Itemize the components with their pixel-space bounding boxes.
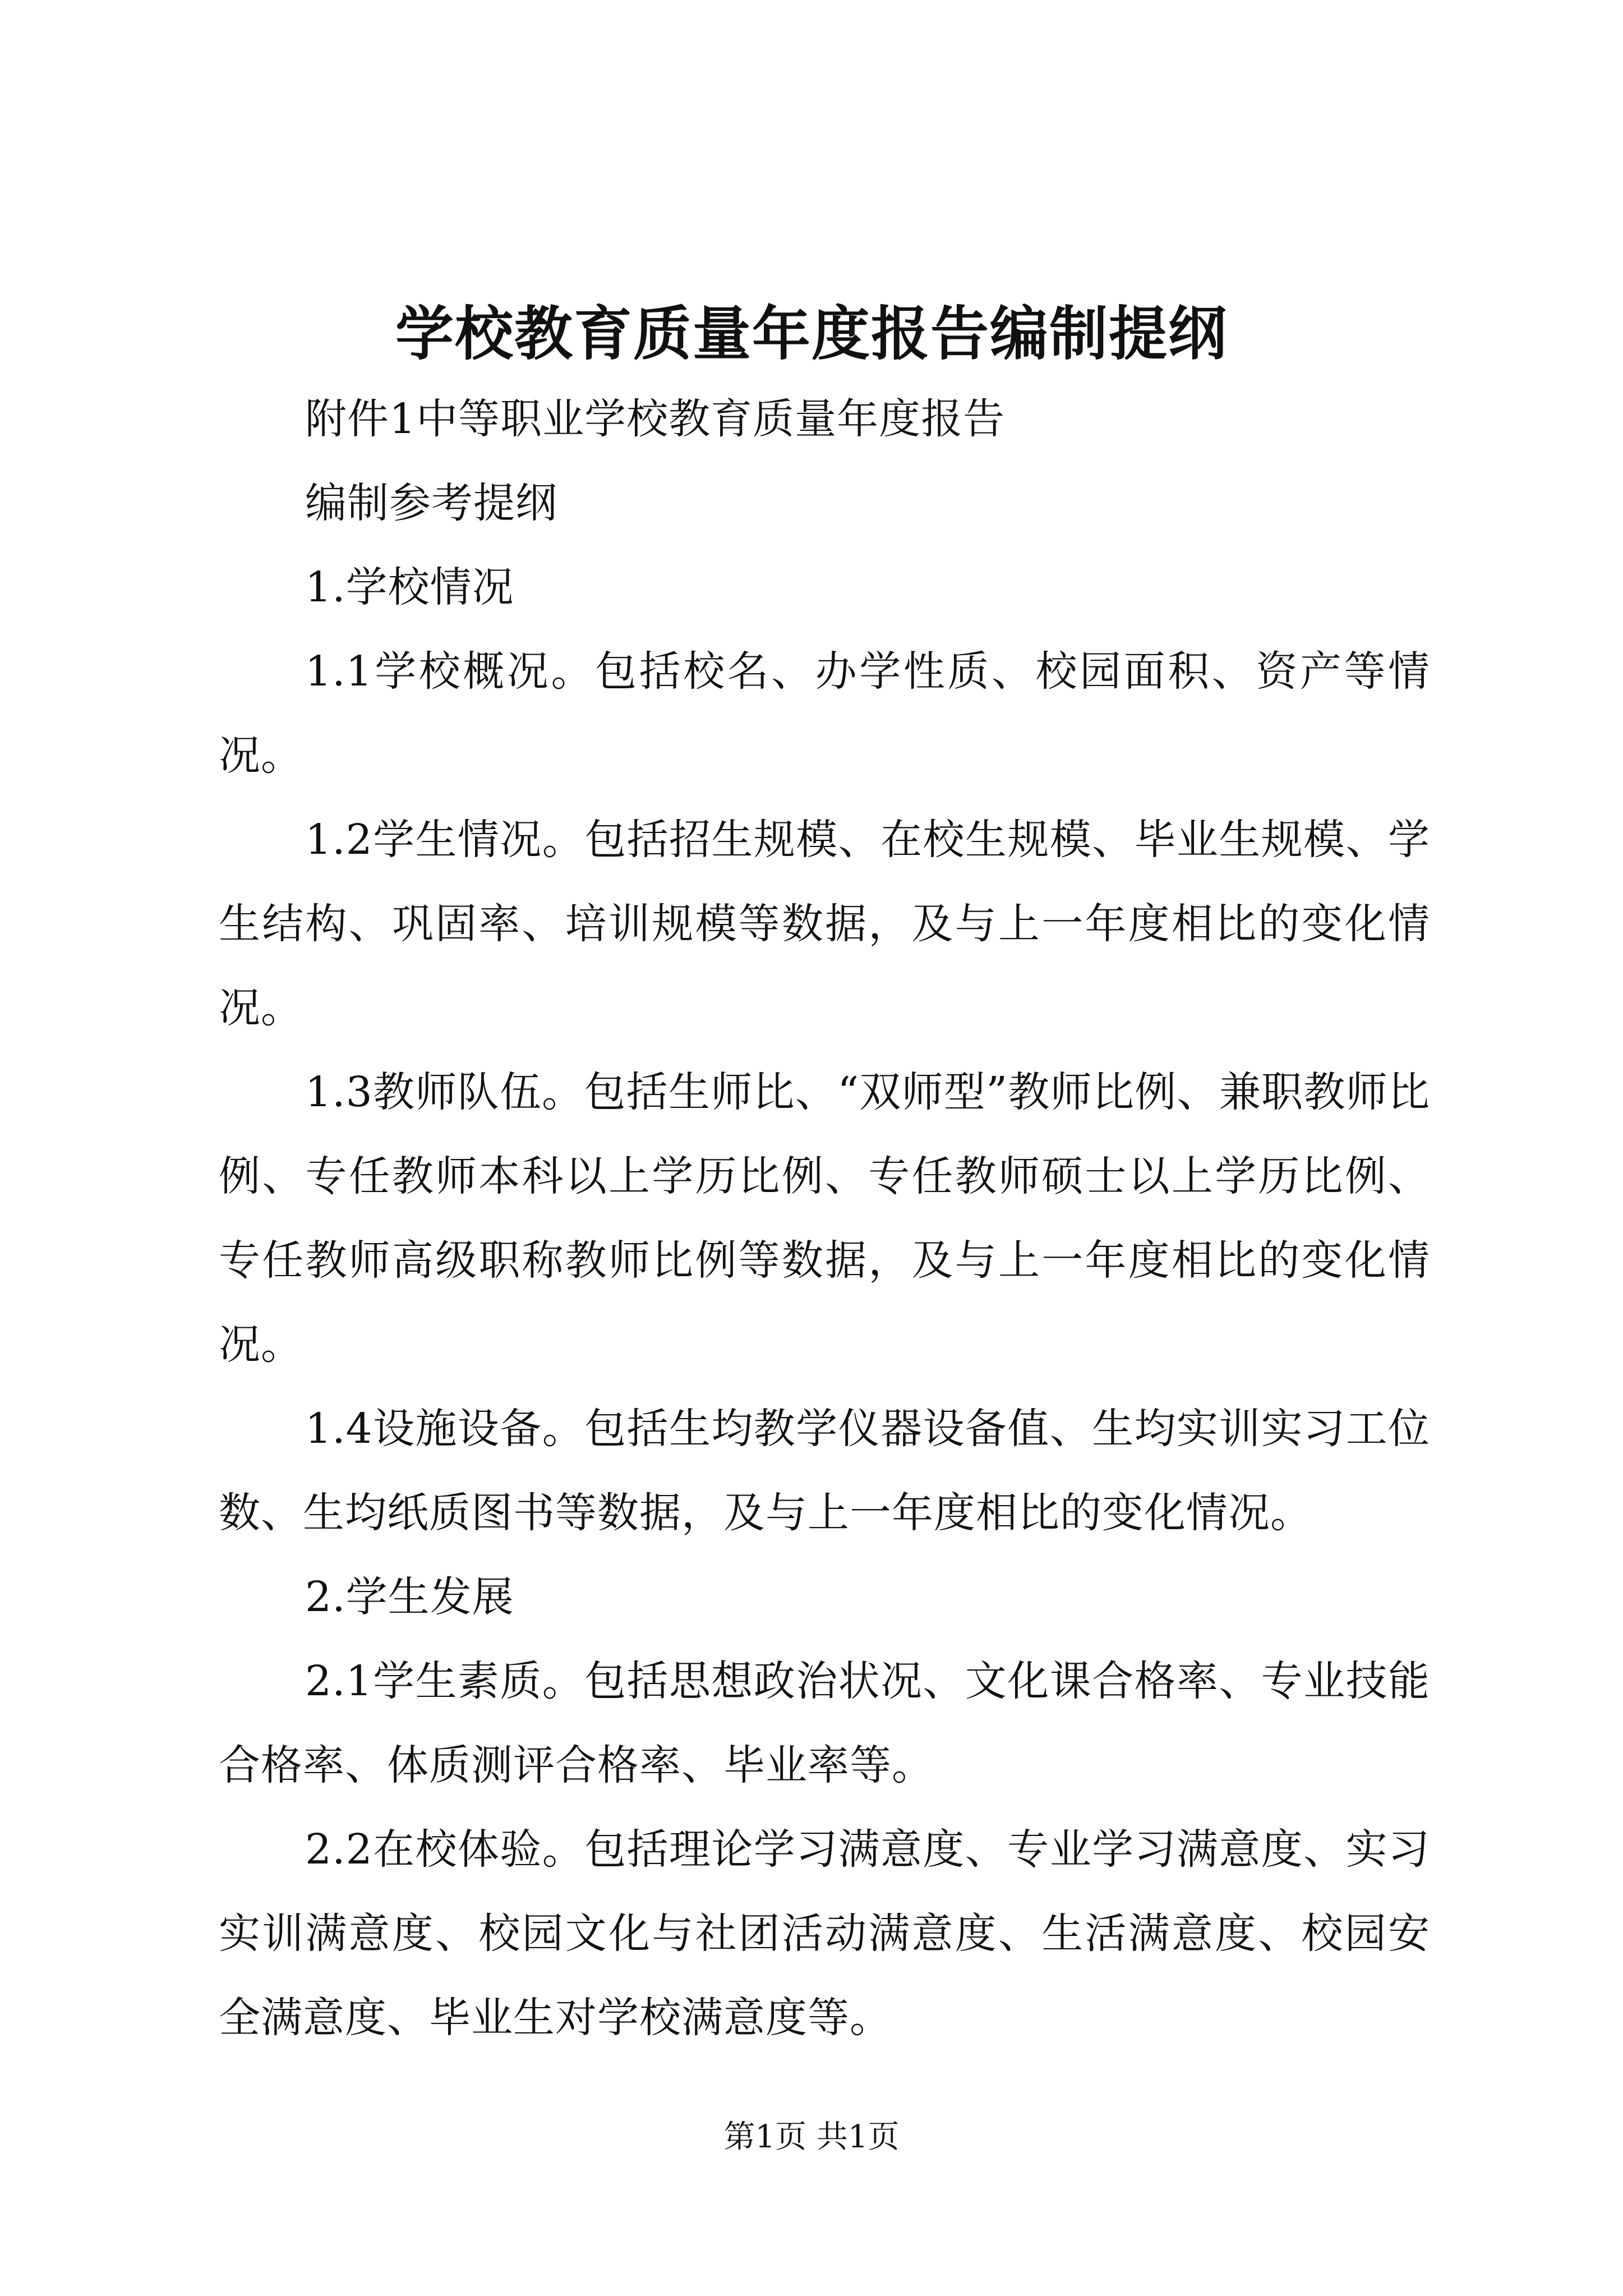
page-number-footer: 第1页 共1页 [723,2119,900,2155]
paragraph-1-1: 1.1学校概况。包括校名、办学性质、校园面积、资产等情况。 [219,647,1430,780]
paragraph-1-3: 1.3教师队伍。包括生师比、“双师型”教师比例、兼职教师比例、专任教师本科以上学历比例、专任教师硕士以上学历比例、专任教师高级职称教师比例等数据，及与上一年度相比的变化情况。 [219,1068,1430,1369]
paragraph-1-2: 1.2学生情况。包括招生规模、在校生规模、毕业生规模、学生结构、巩固率、培训规模等数据，及与上一年度相比的变化情况。 [219,816,1430,1032]
paragraph-attachment: 附件1中等职业学校教育质量年度报告 [305,395,1006,443]
document-title: 学校教育质量年度报告编制提纲 [395,299,1228,368]
section-heading-school: 1.学校情况 [305,563,514,611]
paragraph-subtitle: 编制参考提纲 [305,479,557,527]
paragraph-2-2: 2.2在校体验。包括理论学习满意度、专业学习满意度、实习实训满意度、校园文化与社团活动满意度、生活满意度、校园安全满意度、毕业生对学校满意度等。 [219,1825,1430,2042]
paragraph-1-4: 1.4设施设备。包括生均教学仪器设备值、生均实训实习工位数、生均纸质图书等数据，及与上一年度相比的变化情况。 [219,1405,1430,1537]
paragraph-2-1: 2.1学生素质。包括思想政治状况、文化课合格率、专业技能合格率、体质测评合格率、毕业率等。 [219,1657,1430,1789]
section-heading-students: 2.学生发展 [305,1573,514,1621]
document-body [219,377,1430,2060]
